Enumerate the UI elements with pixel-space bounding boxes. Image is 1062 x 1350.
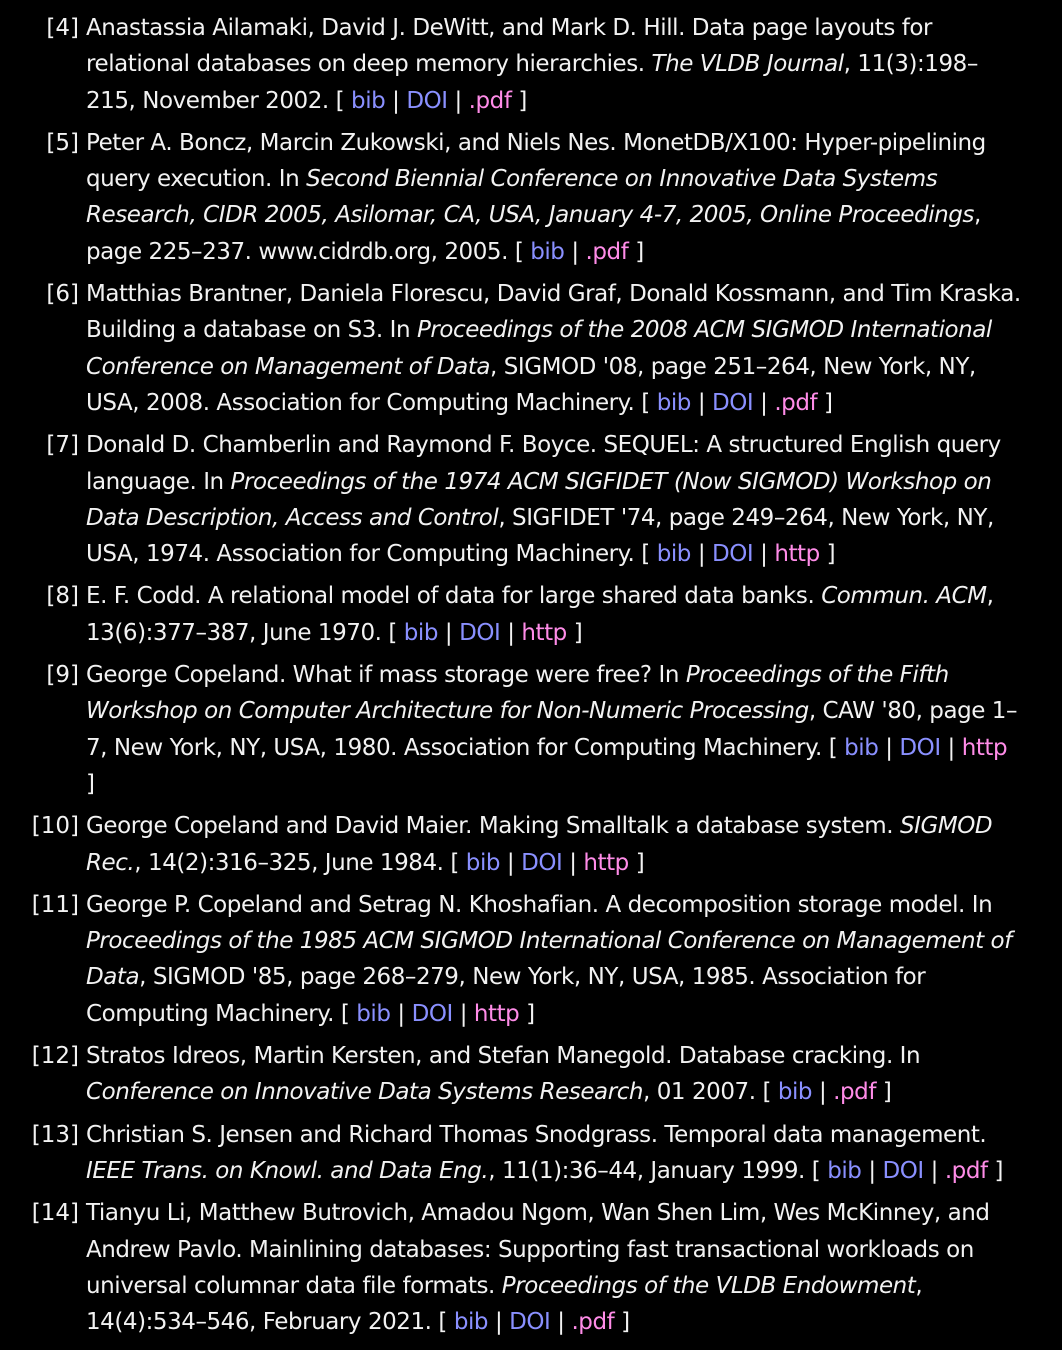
reference-text: Anastassia Ailamaki, David J. DeWitt, and Mark D. Hill. Data page layouts for relational databases on deep memory hierarchies. (86, 15, 933, 78)
bib-link[interactable]: bib (777, 1079, 813, 1106)
reference-links: [ bib | DOI | http ] (641, 541, 836, 568)
reference-links: [ bib | DOI | http ] (86, 734, 1008, 797)
reference-number: [5] (46, 129, 79, 156)
reference-entry (0, 1117, 1062, 1190)
reference-entry (0, 578, 1062, 651)
pdf-link[interactable]: .pdf (944, 1157, 988, 1184)
reference-number: [8] (46, 583, 79, 610)
bib-link[interactable]: bib (656, 389, 691, 416)
doi-link[interactable]: DOI (509, 1309, 551, 1336)
http-link[interactable]: http (961, 734, 1008, 761)
bib-link[interactable]: bib (827, 1157, 862, 1184)
reference-venue: Proceedings of the 1974 ACM SIGFIDET (Now SIGMOD) Workshop on Data Description, Access and Control (86, 468, 992, 531)
reference-links: [ bib | .pdf ] (762, 1079, 892, 1106)
reference-text: Matthias Brantner, Daniela Florescu, David Graf, Donald Kossmann, and Tim Kraska. Building a database on S3. In (86, 281, 1021, 344)
reference-details: , 01 2007. (643, 1079, 756, 1106)
reference-text: Stratos Idreos, Martin Kersten, and Stefan Manegold. Database cracking. In (86, 1043, 921, 1070)
reference-entry (0, 276, 1062, 421)
doi-link[interactable]: DOI (712, 389, 754, 416)
reference-details: , SIGMOD '08, page 251–264, New York, NY, USA, 2008. Association for Computing Machinery. (86, 353, 976, 416)
reference-entry (0, 887, 1062, 1032)
reference-links: [ bib | .pdf ] (514, 238, 644, 265)
reference-links: [ bib | DOI | .pdf ] (641, 389, 833, 416)
reference-links: [ bib | DOI | http ] (450, 849, 645, 876)
reference-text: Donald D. Chamberlin and Raymond F. Boyce. SEQUEL: A structured English query language. In (86, 432, 1001, 495)
reference-text: George Copeland and David Maier. Making Smalltalk a database system. (86, 813, 900, 840)
reference-text: E. F. Codd. A relational model of data for large shared data banks. (86, 583, 822, 610)
reference-entry (0, 808, 1062, 881)
reference-venue: Proceedings of the 1985 ACM SIGMOD International Conference on Management of Data (86, 928, 1012, 991)
http-link[interactable]: http (473, 1000, 520, 1027)
reference-number: [13] (31, 1121, 79, 1148)
bib-link[interactable]: bib (844, 734, 879, 761)
reference-links: [ bib | DOI | http ] (388, 619, 583, 646)
reference-text: Christian S. Jensen and Richard Thomas Snodgrass. Temporal data management. (86, 1121, 987, 1148)
doi-link[interactable]: DOI (406, 87, 448, 114)
reference-venue: Proceedings of the Fifth Workshop on Computer Architecture for Non-Numeric Processing (86, 662, 949, 725)
bib-link[interactable]: bib (465, 849, 501, 876)
doi-link[interactable]: DOI (521, 849, 563, 876)
pdf-link[interactable]: .pdf (774, 389, 818, 416)
reference-links: [ bib | DOI | .pdf ] (438, 1309, 630, 1336)
bib-link[interactable]: bib (351, 87, 386, 114)
doi-link[interactable]: DOI (712, 541, 754, 568)
reference-details: , 11(3):198–215, November 2002. (86, 51, 978, 114)
reference-venue: The VLDB Journal (651, 51, 844, 78)
reference-details: , 11(1):36–44, January 1999. (488, 1157, 805, 1184)
reference-number: [11] (31, 891, 79, 918)
reference-number: [10] (31, 813, 79, 840)
bib-link[interactable]: bib (403, 619, 439, 646)
reference-details: , SIGFIDET '74, page 249–264, New York, NY, USA, 1974. Association for Computing Machinery. (86, 504, 994, 568)
doi-link[interactable]: DOI (411, 1000, 453, 1027)
reference-links: [ bib | DOI | .pdf ] (335, 87, 527, 114)
reference-venue: Proceedings of the 2008 ACM SIGMOD International Conference on Management of Data (86, 317, 992, 380)
bibliography-list (0, 10, 1062, 1346)
http-link[interactable]: http (521, 619, 567, 646)
reference-number: [9] (46, 662, 79, 689)
bib-link[interactable]: bib (656, 541, 691, 568)
reference-entry (0, 10, 1062, 119)
bib-link[interactable]: bib (530, 238, 565, 265)
doi-link[interactable]: DOI (459, 619, 501, 646)
reference-text: George P. Copeland and Setrag N. Khoshafian. A decomposition storage model. In (86, 891, 993, 918)
reference-entry (0, 657, 1062, 802)
doi-link[interactable]: DOI (899, 734, 941, 761)
bib-link[interactable]: bib (453, 1309, 489, 1336)
reference-entry (0, 1195, 1062, 1340)
reference-venue: Conference on Innovative Data Systems Research (86, 1079, 644, 1106)
reference-number: [6] (46, 281, 79, 308)
reference-text: Peter A. Boncz, Marcin Zukowski, and Niels Nes. MonetDB/X100: Hyper-pipelining query execution. In (86, 129, 986, 193)
reference-details: , 14(4):534–546, February 2021. (86, 1272, 923, 1336)
reference-venue: Second Biennial Conference on Innovative Data Systems Research, CIDR 2005, Asilomar, CA, USA, January 4-7, 2005, Online Proceedings (86, 166, 974, 229)
reference-number: [4] (46, 15, 79, 41)
reference-details: , page 225–237. www.cidrdb.org, 2005. (86, 202, 981, 265)
pdf-link[interactable]: .pdf (571, 1309, 615, 1336)
reference-links: [ bib | DOI | http ] (340, 1000, 535, 1027)
reference-number: [7] (46, 432, 79, 459)
http-link[interactable]: http (774, 541, 820, 568)
reference-text: Tianyu Li, Matthew Butrovich, Amadou Ngom, Wan Shen Lim, Wes McKinney, and Andrew Pavlo. Mainlining databases: Supporting fast transactional workloads on universal columnar data file formats. (86, 1200, 990, 1299)
reference-venue: Proceedings of the VLDB Endowment (501, 1272, 916, 1299)
http-link[interactable]: http (583, 849, 629, 876)
reference-details: , SIGMOD '85, page 268–279, New York, NY, USA, 1985. Association for Computing Machinery. (86, 964, 926, 1027)
reference-links: [ bib | DOI | .pdf ] (811, 1157, 1004, 1184)
pdf-link[interactable]: .pdf (833, 1079, 876, 1106)
doi-link[interactable]: DOI (882, 1157, 924, 1184)
reference-entry (0, 427, 1062, 572)
reference-details: , 13(6):377–387, June 1970. (86, 583, 994, 646)
reference-venue: Commun. ACM (821, 583, 987, 610)
reference-number: [14] (31, 1200, 79, 1227)
reference-details: , 14(2):316–325, June 1984. (134, 849, 444, 876)
reference-venue: IEEE Trans. on Knowl. and Data Eng. (86, 1157, 489, 1184)
pdf-link[interactable]: .pdf (585, 238, 629, 265)
reference-text: George Copeland. What if mass storage were free? In (86, 662, 686, 689)
reference-number: [12] (31, 1043, 79, 1070)
reference-venue: SIGMOD Rec. (86, 813, 993, 876)
reference-entry (0, 1038, 1062, 1111)
reference-entry (0, 125, 1062, 270)
reference-details: , CAW '80, page 1–7, New York, NY, USA, 1980. Association for Computing Machinery. (86, 698, 1018, 761)
bib-link[interactable]: bib (356, 1000, 391, 1027)
pdf-link[interactable]: .pdf (468, 87, 512, 114)
